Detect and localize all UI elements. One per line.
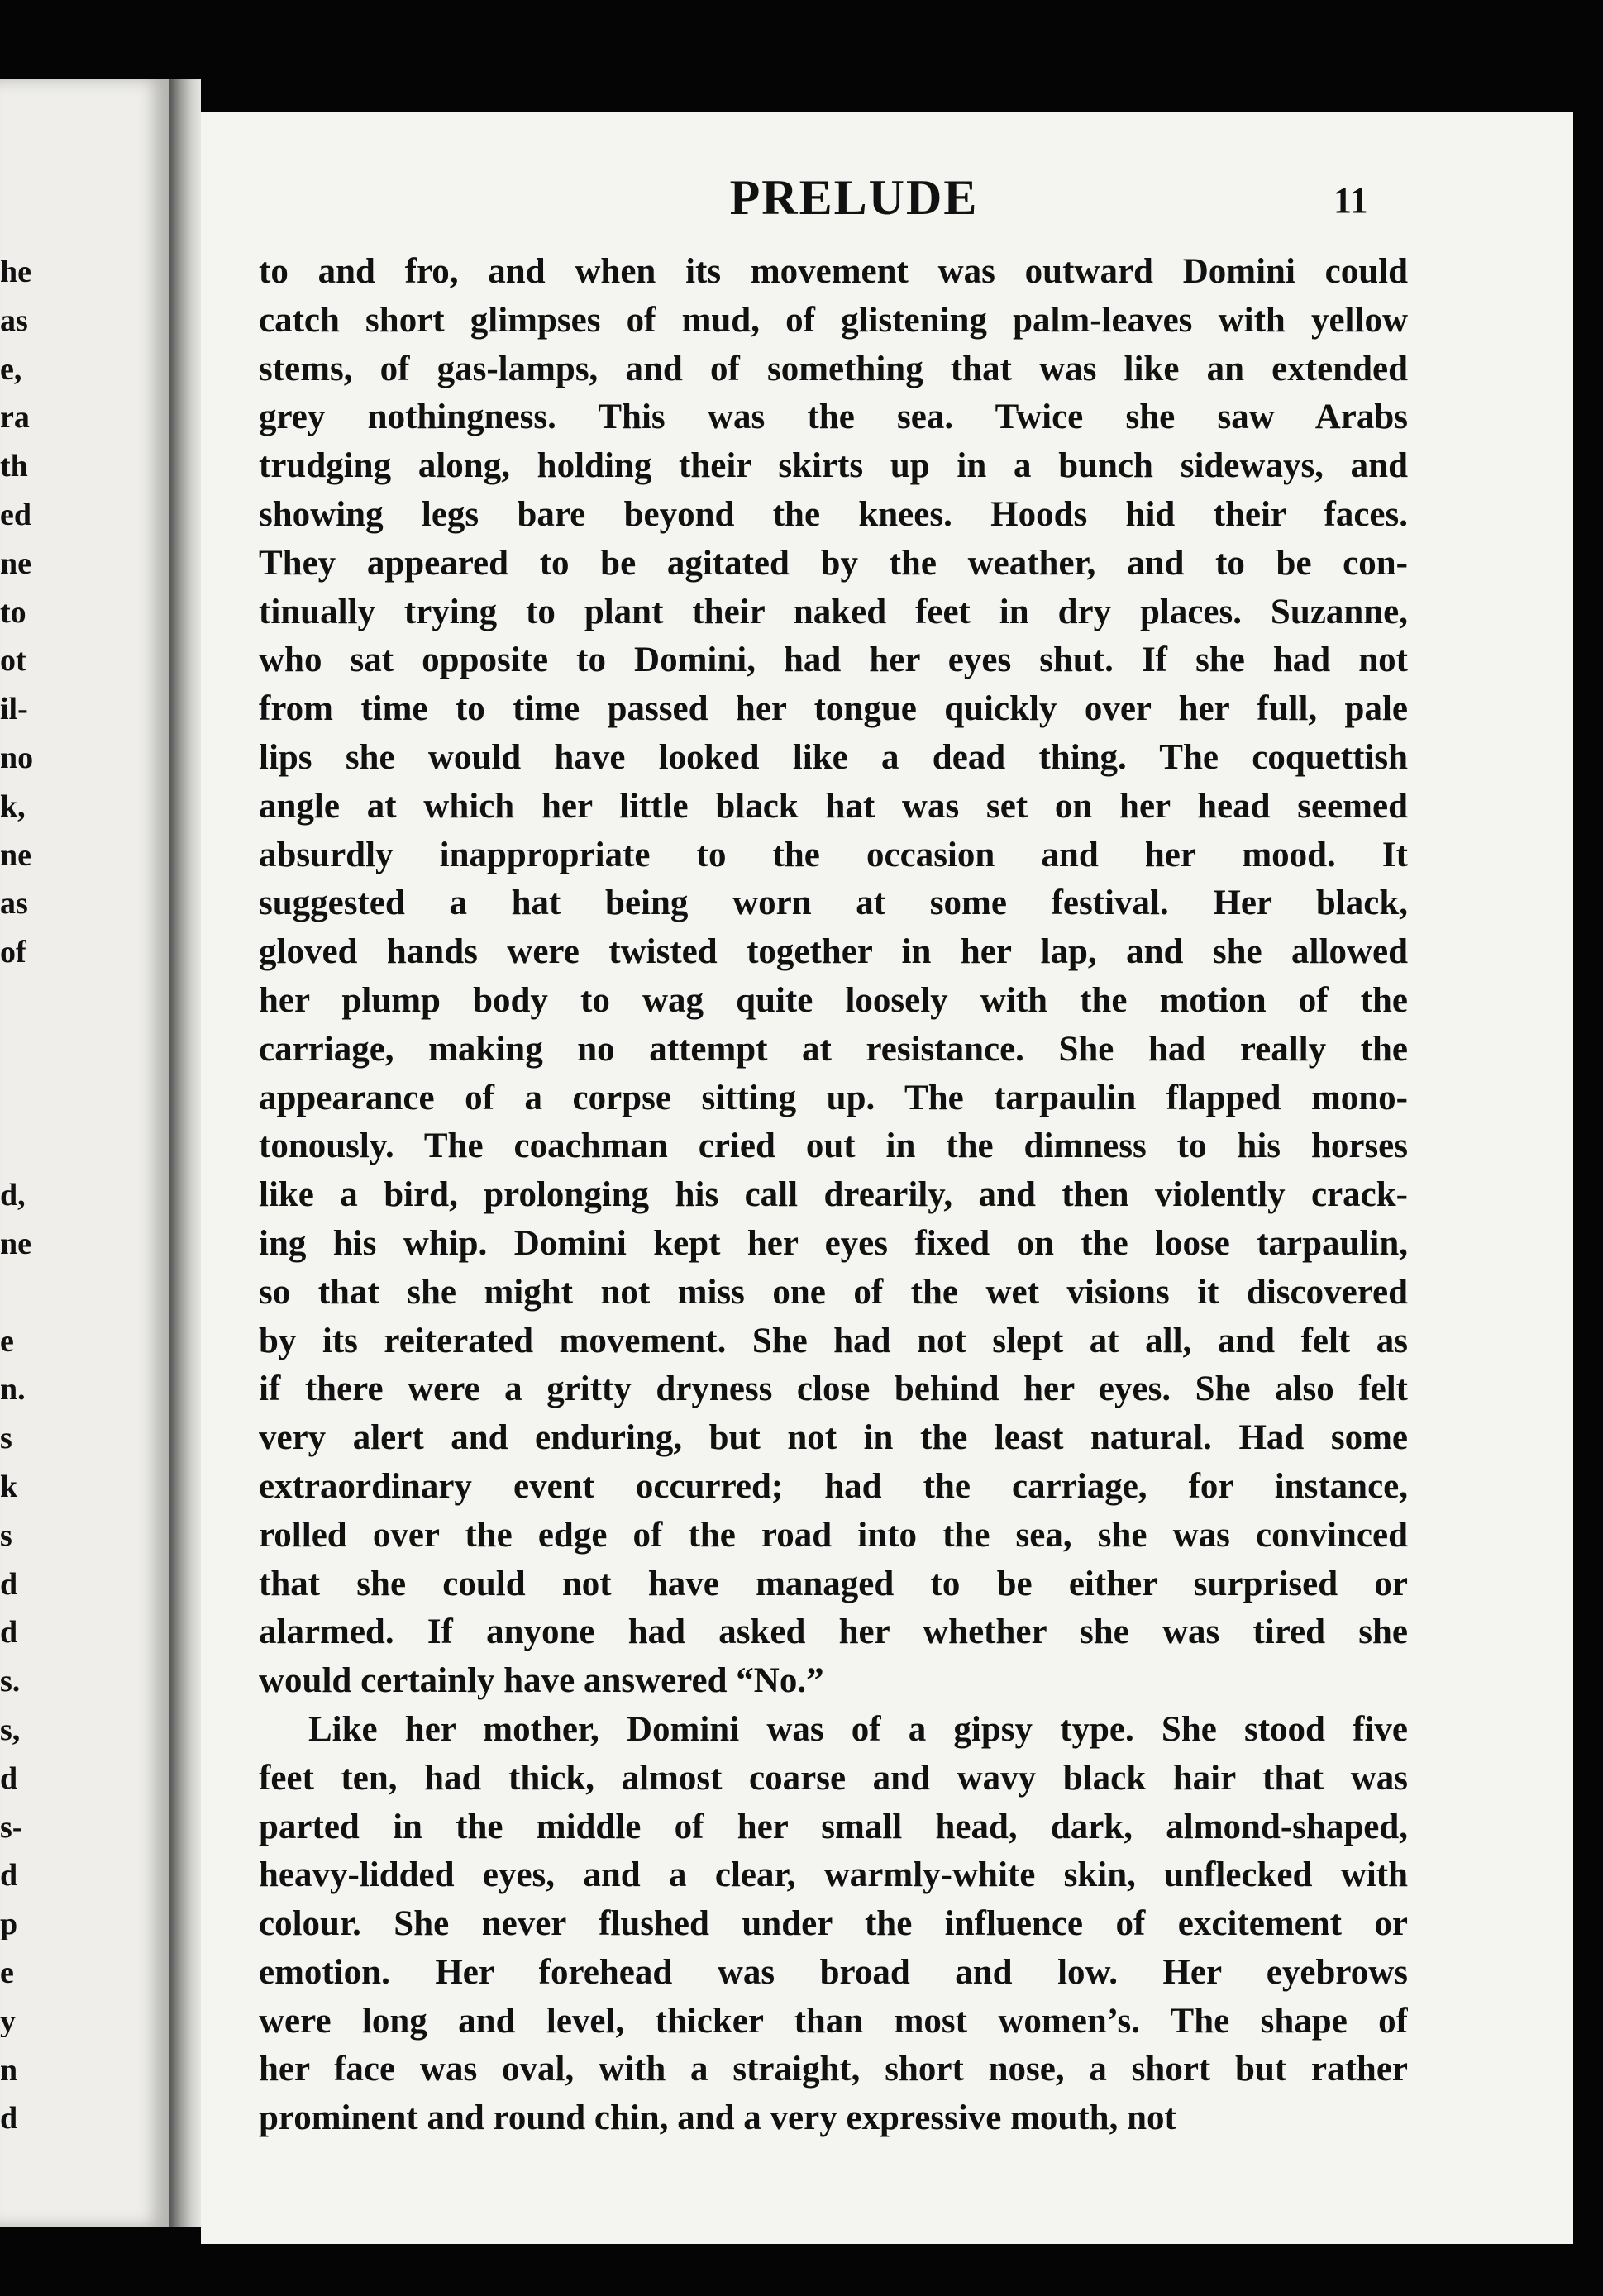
text-line: colour. She never flushed under the influence of excitement or [259, 1904, 1408, 1944]
text-line: tinually trying to plant their naked feet in dry places. Suzanne, [259, 592, 1408, 631]
left-page-fragment-line: s- [0, 1811, 23, 1843]
text-line: absurdly inappropriate to the occasion and her mood. It [259, 835, 1408, 874]
text-line: so that she might not miss one of the wet visions it discovered [259, 1272, 1408, 1312]
left-page-fragment-line: th [0, 450, 28, 483]
left-page-text-fragments [0, 79, 169, 2227]
text-line: prominent and round chin, and a very expressive mouth, not [259, 2098, 1176, 2138]
left-page-fragment-line: d [0, 1617, 18, 1649]
right-page [201, 112, 1573, 2244]
left-page-fragment-line: ne [0, 839, 31, 871]
text-line: angle at which her little black hat was set on her head seemed [259, 786, 1408, 826]
text-line: heavy-lidded eyes, and a clear, warmly-white skin, unflecked with [259, 1855, 1408, 1895]
left-page-fragment-line: no [0, 742, 34, 774]
text-line: grey nothingness. This was the sea. Twice she saw Arabs [259, 398, 1408, 437]
left-page-fragment-line: d [0, 1568, 18, 1600]
left-page-fragment-line: k [0, 1471, 18, 1503]
paragraph [259, 248, 1408, 1706]
text-line: from time to time passed her tongue quickly over her full, pale [259, 689, 1408, 729]
running-title: PRELUDE [729, 170, 979, 225]
text-line: gloved hands were twisted together in her lap, and she allowed [259, 932, 1408, 972]
book-gutter [169, 79, 201, 2227]
text-line: trudging along, holding their skirts up in a bunch sideways, and [259, 446, 1408, 486]
left-page-fragment-line: ed [0, 499, 31, 531]
left-page-fragment-line: ot [0, 645, 26, 677]
text-line: were long and level, thicker than most women’s. The shape of [259, 2001, 1408, 2041]
left-page-fragment-line: ne [0, 547, 31, 579]
left-page-fragment-line: ra [0, 402, 30, 434]
left-page-fragment-line: as [0, 304, 28, 336]
left-page-fragment-line: s. [0, 1665, 21, 1698]
left-page-fragment-line: il- [0, 693, 28, 726]
left-page-fragment-line: s [0, 1519, 12, 1551]
text-line: rolled over the edge of the road into the sea, she was convinced [259, 1515, 1408, 1555]
left-page-fragment [0, 79, 171, 2227]
text-line: feet ten, had thick, almost coarse and wavy black hair that was [259, 1758, 1408, 1798]
text-line: ing his whip. Domini kept her eyes fixed on the loose tarpaulin, [259, 1223, 1408, 1263]
left-page-fragment-line: as [0, 888, 28, 920]
left-page-fragment-line: ne [0, 1228, 31, 1260]
left-page-fragment-line: d [0, 1860, 18, 1892]
left-page-fragment-line: e, [0, 353, 22, 385]
text-line: if there were a gritty dryness close behind her eyes. She also felt [259, 1370, 1408, 1409]
text-line: alarmed. If anyone had asked her whether she was tired she [259, 1612, 1408, 1652]
text-line: extraordinary event occurred; had the carriage, for instance, [259, 1466, 1408, 1506]
left-page-fragment-line: n [0, 2054, 18, 2086]
left-page-fragment-line: of [0, 936, 26, 969]
left-page-fragment-line: e [0, 1957, 14, 1989]
text-line: suggested a hat being worn at some festival. Her black, [259, 884, 1408, 923]
text-line: would certainly have answered “No.” [259, 1661, 824, 1701]
text-line: showing legs bare beyond the knees. Hoods hid their faces. [259, 494, 1408, 534]
text-line: catch short glimpses of mud, of glistening palm-leaves with yellow [259, 300, 1408, 340]
left-page-fragment-line: to [0, 596, 26, 628]
text-line: like a bird, prolonging his call drearily, and then violently crack- [259, 1175, 1408, 1215]
text-line: parted in the middle of her small head, dark, almond-shaped, [259, 1807, 1408, 1846]
text-line: emotion. Her forehead was broad and low. Her eyebrows [259, 1952, 1408, 1992]
page-number: 11 [1333, 180, 1368, 221]
left-page-fragment-line: k, [0, 790, 26, 822]
paragraph [259, 1706, 1408, 2143]
text-line: Like her mother, Domini was of a gipsy type. She stood five [308, 1709, 1408, 1749]
left-page-fragment-line: s, [0, 1714, 21, 1746]
left-page-fragment-line: s [0, 1422, 12, 1455]
page-header [201, 169, 1573, 236]
text-line: to and fro, and when its movement was outward Domini could [259, 252, 1408, 291]
text-line: stems, of gas-lamps, and of something that was like an extended [259, 349, 1408, 388]
text-line: tonously. The coachman cried out in the dimness to his horses [259, 1127, 1408, 1166]
text-line: very alert and enduring, but not in the least natural. Had some [259, 1418, 1408, 1458]
text-line: that she could not have managed to be either surprised or [259, 1564, 1408, 1603]
text-line: They appeared to be agitated by the weather, and to be con- [259, 543, 1408, 583]
text-line: who sat opposite to Domini, had her eyes shut. If she had not [259, 641, 1408, 680]
left-page-fragment-line: n. [0, 1374, 26, 1406]
text-line: carriage, making no attempt at resistance. She had really the [259, 1029, 1408, 1069]
text-line: her face was oval, with a straight, short nose, a short but rather [259, 2050, 1408, 2089]
text-line: by its reiterated movement. She had not slept at all, and felt as [259, 1321, 1408, 1360]
left-page-fragment-line: d, [0, 1179, 26, 1212]
left-page-fragment-line: d [0, 2103, 18, 2135]
left-page-fragment-line: d [0, 1762, 18, 1794]
left-page-fragment-line: p [0, 1908, 18, 1941]
left-page-fragment-line: he [0, 256, 31, 288]
text-line: lips she would have looked like a dead thing. The coquettish [259, 737, 1408, 777]
body-text [259, 248, 1408, 2143]
text-line: appearance of a corpse sitting up. The tarpaulin flapped mono- [259, 1078, 1408, 1117]
left-page-fragment-line: e [0, 1325, 14, 1357]
left-page-fragment-line: y [0, 2005, 16, 2037]
text-line: her plump body to wag quite loosely with the motion of the [259, 980, 1408, 1020]
